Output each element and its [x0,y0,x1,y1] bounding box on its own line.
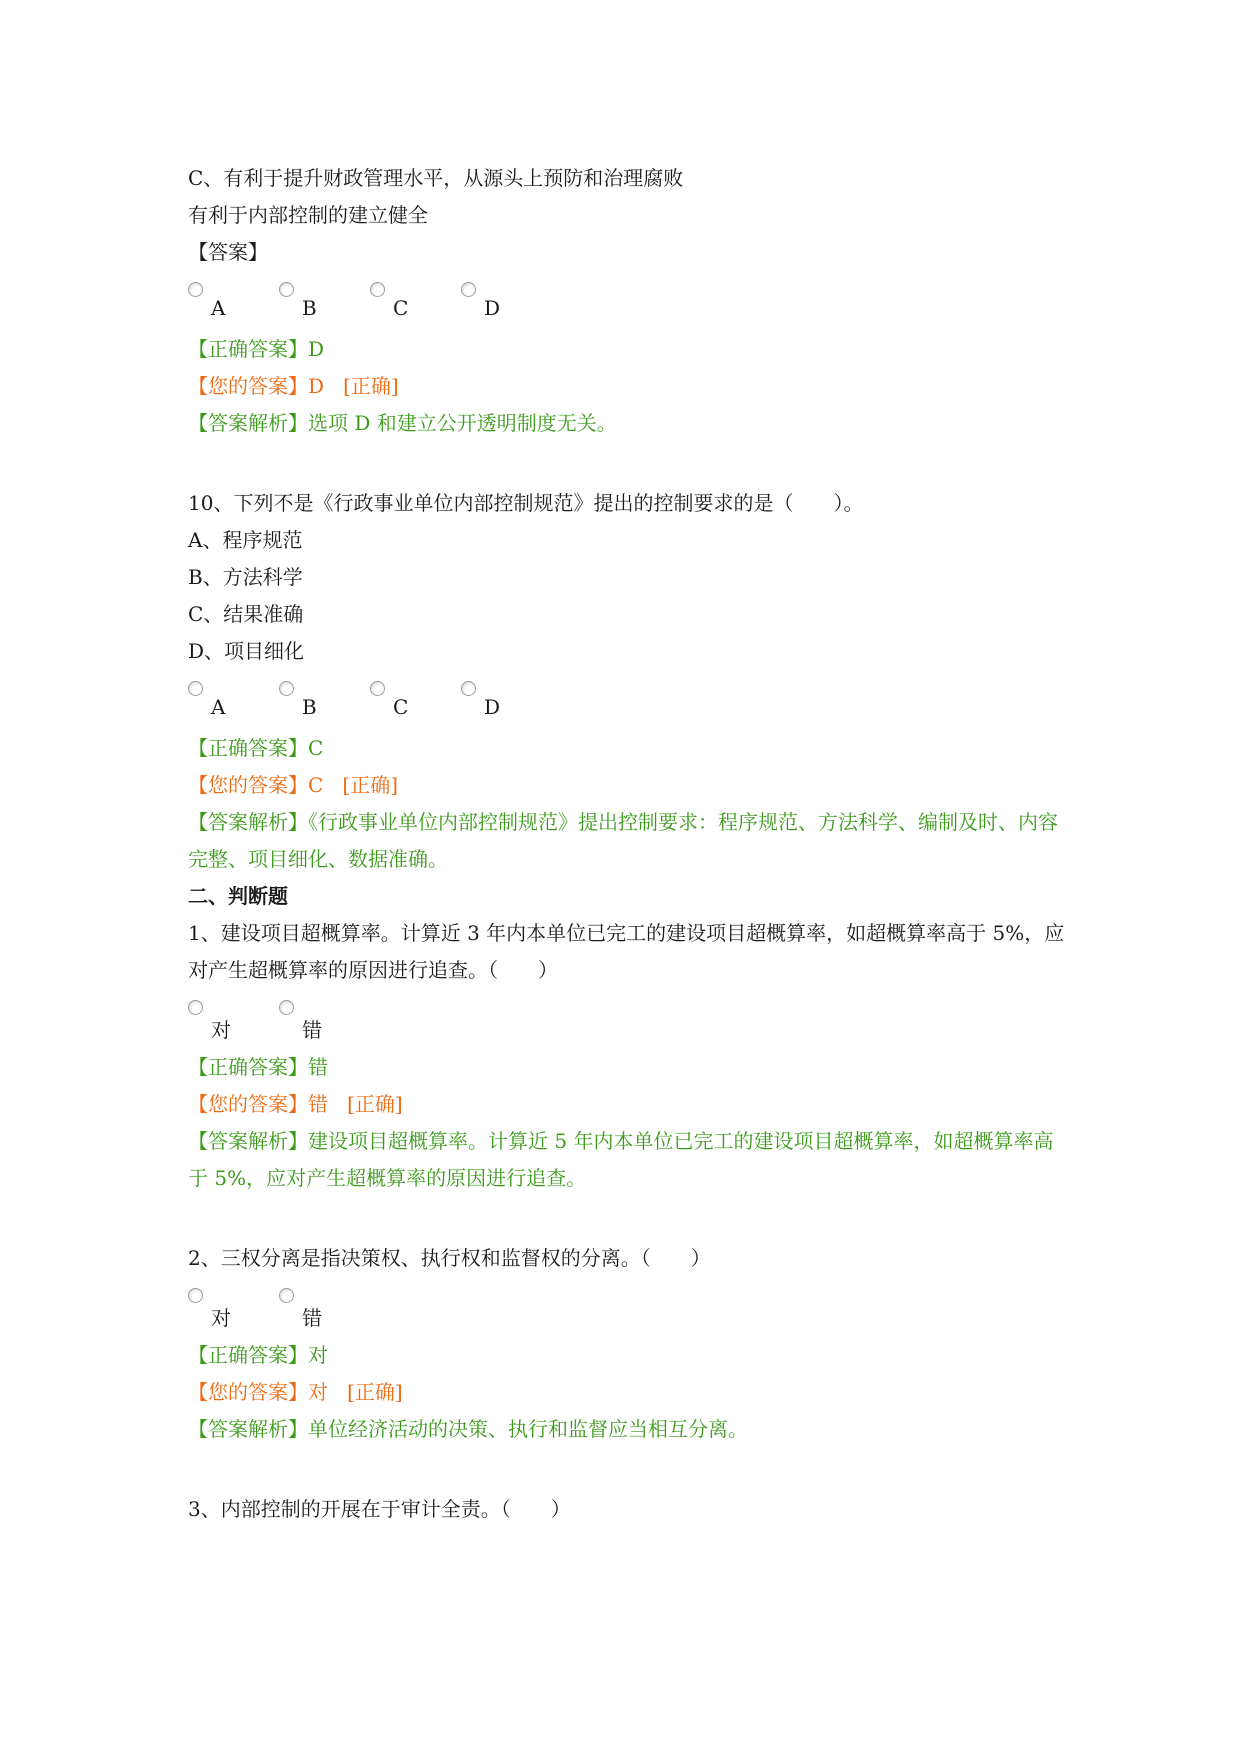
option-d-radio[interactable] [461,678,514,719]
answer-analysis [188,804,1068,878]
your-answer [188,368,1068,405]
radio-icon[interactable] [279,681,294,696]
option-c-text: C、有利于提升财政管理水平，从源头上预防和治理腐败 [188,166,684,190]
your-answer-label: 【您的答案】 [188,1092,308,1116]
analysis-label: 【答案解析】 [188,1417,308,1441]
option-a-radio[interactable] [188,678,241,719]
correct-answer-label: 【正确答案】 [188,1343,308,1367]
radio-icon[interactable] [188,1288,203,1303]
your-answer-value: 对 [308,1380,328,1404]
option-label: 错 [302,1306,322,1330]
tf-question-2 [188,1240,1068,1448]
option-text: B、方法科学 [188,565,303,589]
option-c-radio[interactable] [370,678,423,719]
option-label: 对 [211,1306,231,1330]
option-label: D [484,695,501,719]
answer-analysis [188,1123,1068,1197]
correct-answer-label: 【正确答案】 [188,736,308,760]
answer-options [188,1285,1068,1335]
radio-icon[interactable] [188,282,203,297]
option-b-radio[interactable] [279,678,332,719]
document-page [188,160,1068,1528]
option-text: D、项目细化 [188,639,305,663]
correct-answer [188,1337,1068,1374]
radio-icon[interactable] [188,1000,203,1015]
analysis-text: 建设项目超概算率。计算近 5 年内本单位已完工的建设项目超概算率，如超概算率高于 5%，应对产生超概算率的原因进行追查。 [188,1129,1054,1190]
option-true-radio[interactable] [188,1285,241,1331]
analysis-text: 《行政事业单位内部控制规范》提出控制要求：程序规范、方法科学、编制及时、内容完整、项目细化、数据准确。 [188,810,1058,871]
option-text: A、程序规范 [188,528,303,552]
analysis-label: 【答案解析】 [188,1129,308,1153]
answer-analysis [188,405,1068,442]
your-answer-status: [正确] [343,374,399,398]
answer-options [188,997,1068,1047]
analysis-text: 单位经济活动的决策、执行和监督应当相互分离。 [308,1417,748,1441]
option-label: C [393,695,409,719]
option-label: C [393,296,409,320]
correct-answer-value: 错 [308,1055,328,1079]
your-answer-label: 【您的答案】 [188,374,308,398]
option-label: A [211,695,226,719]
radio-icon[interactable] [188,681,203,696]
radio-icon[interactable] [279,1000,294,1015]
answer-analysis [188,1411,1068,1448]
analysis-text: 选项 D 和建立公开透明制度无关。 [308,411,617,435]
option-d-text: 有利于内部控制的建立健全 [188,203,428,227]
question-text: 1、建设项目超概算率。计算近 3 年内本单位已完工的建设项目超概算率，如超概算率高于 5%，应对产生超概算率的原因进行追查。（ ） [188,921,1065,982]
section-title: 二、判断题 [188,884,288,908]
question-10 [188,485,1068,878]
option-false-radio[interactable] [279,1285,332,1331]
option-text: C、结果准确 [188,602,304,626]
correct-answer-value: D [308,337,325,361]
your-answer [188,1086,1068,1123]
question-text: 2、三权分离是指决策权、执行权和监督权的分离。（ ） [188,1246,711,1270]
your-answer-status: [正确] [342,773,398,797]
correct-answer-label: 【正确答案】 [188,337,308,361]
option-false-radio[interactable] [279,997,332,1043]
question-text: 10、下列不是《行政事业单位内部控制规范》提出的控制要求的是（ ）。 [188,491,864,515]
your-answer-value: 错 [308,1092,328,1116]
option-label: A [211,296,226,320]
correct-answer-label: 【正确答案】 [188,1055,308,1079]
radio-icon[interactable] [461,681,476,696]
option-label: B [302,296,317,320]
option-c-radio[interactable] [370,279,423,320]
answer-label: 【答案】 [188,240,268,264]
option-b-radio[interactable] [279,279,332,320]
correct-answer [188,730,1068,767]
correct-answer-value: C [308,736,324,760]
option-label: 错 [302,1018,322,1042]
option-true-radio[interactable] [188,997,241,1043]
your-answer [188,1374,1068,1411]
option-label: D [484,296,501,320]
analysis-label: 【答案解析】 [188,411,308,435]
radio-icon[interactable] [370,282,385,297]
your-answer-value: D [308,374,325,398]
option-label: B [302,695,317,719]
tf-question-1 [188,915,1068,1197]
your-answer-value: C [308,773,324,797]
your-answer-label: 【您的答案】 [188,1380,308,1404]
analysis-label: 【答案解析】 [188,810,308,834]
radio-icon[interactable] [370,681,385,696]
option-d-radio[interactable] [461,279,514,320]
your-answer-status: [正确] [347,1380,403,1404]
tf-question-3 [188,1491,1068,1528]
radio-icon[interactable] [279,1288,294,1303]
your-answer-label: 【您的答案】 [188,773,308,797]
radio-icon[interactable] [279,282,294,297]
correct-answer [188,331,1068,368]
answer-options [188,279,1068,329]
your-answer-status: [正确] [347,1092,403,1116]
answer-options [188,678,1068,728]
question-9 [188,160,1068,442]
option-a-radio[interactable] [188,279,241,320]
your-answer [188,767,1068,804]
option-label: 对 [211,1018,231,1042]
correct-answer-value: 对 [308,1343,328,1367]
question-text: 3、内部控制的开展在于审计全责。（ ） [188,1497,571,1521]
correct-answer [188,1049,1068,1086]
radio-icon[interactable] [461,282,476,297]
